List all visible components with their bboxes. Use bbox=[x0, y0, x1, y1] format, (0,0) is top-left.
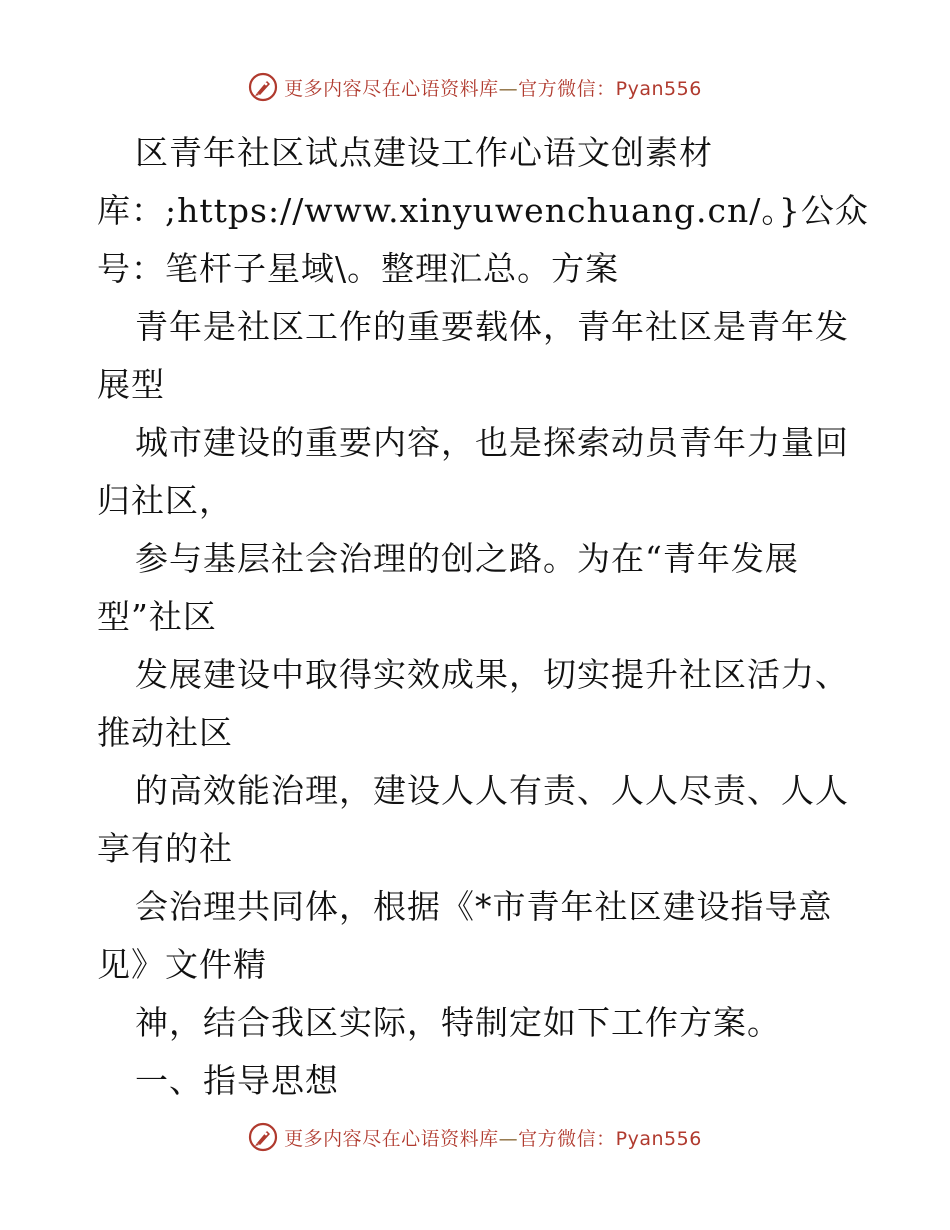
banner-main-text: 更多内容尽在心语资料库 bbox=[284, 77, 499, 100]
banner-text bbox=[284, 74, 702, 101]
document-line: 号：笔杆子星域\。整理汇总。方案 bbox=[97, 249, 620, 288]
banner-separator: — bbox=[498, 1127, 519, 1150]
document-line: 一、指导思想 bbox=[135, 1061, 339, 1100]
pen-nib-logo-icon bbox=[248, 1122, 278, 1152]
document-line: 区青年社区试点建设工作心语文创素材 bbox=[135, 133, 713, 172]
banner-contact-text: 官方微信：Pyan556 bbox=[518, 77, 702, 100]
banner-main-text: 更多内容尽在心语资料库 bbox=[284, 1127, 499, 1150]
document-line: 库：;https://www.xinyuwenchuang.cn/。}公众 bbox=[97, 191, 869, 230]
document-line: 见》文件精 bbox=[97, 945, 267, 984]
pen-nib-logo-icon bbox=[248, 72, 278, 102]
document-line: 城市建设的重要内容，也是探索动员青年力量回 bbox=[135, 423, 849, 462]
banner-text bbox=[284, 1124, 702, 1151]
header-banner bbox=[0, 72, 950, 102]
footer-banner bbox=[0, 1122, 950, 1152]
document-line: 青年是社区工作的重要载体，青年社区是青年发 bbox=[135, 307, 849, 346]
document-line: 的高效能治理，建设人人有责、人人尽责、人人 bbox=[135, 771, 849, 810]
document-line: 展型 bbox=[97, 365, 165, 404]
document-line: 神，结合我区实际，特制定如下工作方案。 bbox=[135, 1003, 781, 1042]
document-line: 享有的社 bbox=[97, 829, 233, 868]
document-line: 会治理共同体，根据《*市青年社区建设指导意 bbox=[135, 887, 833, 926]
document-line: 型”社区 bbox=[97, 597, 217, 636]
banner-separator: — bbox=[498, 77, 519, 100]
document-body bbox=[97, 124, 867, 1110]
document-line: 发展建设中取得实效成果，切实提升社区活力、 bbox=[135, 655, 849, 694]
document-line: 归社区， bbox=[97, 481, 233, 520]
banner-contact-text: 官方微信：Pyan556 bbox=[518, 1127, 702, 1150]
document-line: 推动社区 bbox=[97, 713, 233, 752]
document-line: 参与基层社会治理的创之路。为在“青年发展 bbox=[135, 539, 799, 578]
